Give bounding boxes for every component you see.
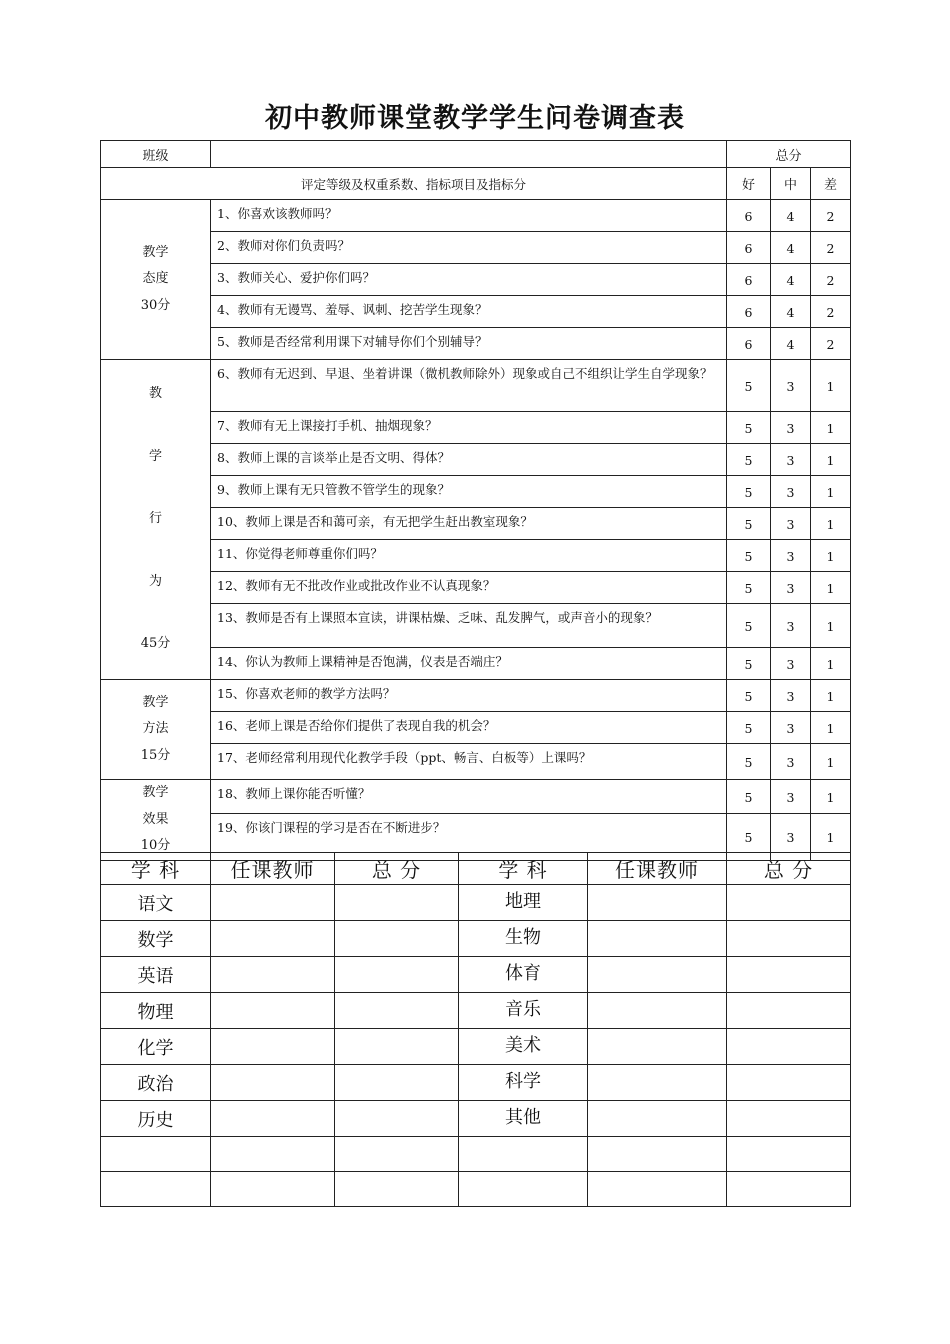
score-input-cell[interactable] [727, 1029, 851, 1065]
category-line: 方法 [142, 721, 169, 737]
question-text: 8、教师上课的言谈举止是否文明、得体？ [211, 444, 727, 476]
subject-row [101, 957, 851, 993]
total-header-left: 总 分 [335, 853, 459, 885]
teacher-header-left: 任课教师 [211, 853, 335, 885]
question-text: 10、教师上课是否和蔼可亲，有无把学生赶出教室现象？ [211, 508, 727, 540]
question-text: 18、教师上课你能否听懂？ [211, 780, 727, 814]
score-input-cell[interactable] [727, 957, 851, 993]
score-poor[interactable]: 1 [811, 712, 851, 744]
score-good[interactable]: 5 [727, 508, 771, 540]
teacher-input-cell[interactable] [211, 1029, 335, 1065]
category-line: 效果 [142, 811, 169, 827]
score-input-cell[interactable] [335, 921, 459, 957]
score-mid[interactable]: 3 [771, 604, 811, 648]
subject-row [101, 1065, 851, 1101]
score-mid[interactable]: 4 [771, 264, 811, 296]
teacher-input-cell[interactable] [211, 993, 335, 1029]
class-input-cell[interactable] [211, 141, 727, 168]
question-row [101, 712, 851, 744]
subject-name-right: 生物 [459, 921, 588, 957]
question-row [101, 744, 851, 780]
total-score-label: 总分 [727, 141, 851, 168]
teacher-input-cell[interactable] [588, 1101, 727, 1137]
category-line: 教 [148, 385, 162, 401]
subject-row [101, 1101, 851, 1137]
subject-input-cell[interactable] [101, 1137, 211, 1172]
subject-header-right: 学 科 [459, 853, 588, 885]
question-text: 15、你喜欢老师的教学方法吗？ [211, 680, 727, 712]
subject-name-left: 历史 [101, 1101, 211, 1137]
subject-name-right: 其他 [459, 1101, 588, 1137]
question-text: 1、你喜欢该教师吗？ [211, 200, 727, 232]
score-input-cell[interactable] [335, 1137, 459, 1172]
question-row [101, 648, 851, 680]
score-mid[interactable]: 4 [771, 296, 811, 328]
score-good[interactable]: 6 [727, 200, 771, 232]
question-text: 12、教师有无不批改作业或批改作业不认真现象？ [211, 572, 727, 604]
score-poor[interactable]: 1 [811, 508, 851, 540]
score-mid[interactable]: 3 [771, 744, 811, 780]
subject-input-cell[interactable] [459, 1137, 588, 1172]
subject-row [101, 921, 851, 957]
subject-name-right: 科学 [459, 1065, 588, 1101]
question-row [101, 328, 851, 360]
score-input-cell[interactable] [335, 1172, 459, 1207]
category-line: 30分 [140, 297, 171, 313]
category-line: 10分 [140, 838, 171, 854]
question-row [101, 200, 851, 232]
score-good[interactable]: 5 [727, 476, 771, 508]
subject-name-left: 英语 [101, 957, 211, 993]
subject-row [101, 993, 851, 1029]
score-mid[interactable]: 4 [771, 200, 811, 232]
category-line: 学 [148, 448, 162, 464]
teacher-input-cell[interactable] [588, 885, 727, 921]
score-poor[interactable]: 1 [811, 444, 851, 476]
subject-table [100, 852, 851, 1207]
category-cell [101, 200, 211, 360]
subject-name-right: 音乐 [459, 993, 588, 1029]
grade-poor-label: 差 [811, 168, 851, 200]
subject-row [101, 1172, 851, 1207]
score-mid[interactable]: 3 [771, 412, 811, 444]
score-good[interactable]: 5 [727, 444, 771, 476]
score-good[interactable]: 5 [727, 412, 771, 444]
score-poor[interactable]: 1 [811, 814, 851, 861]
score-poor[interactable]: 1 [811, 604, 851, 648]
score-mid[interactable]: 4 [771, 232, 811, 264]
score-mid[interactable]: 3 [771, 780, 811, 814]
score-input-cell[interactable] [335, 1029, 459, 1065]
subject-name-right: 体育 [459, 957, 588, 993]
criteria-label: 评定等级及权重系数、指标项目及指标分 [101, 168, 727, 200]
teacher-input-cell[interactable] [211, 921, 335, 957]
question-text: 2、教师对你们负责吗？ [211, 232, 727, 264]
category-line: 15分 [140, 747, 171, 763]
category-line: 行 [148, 511, 162, 527]
score-poor[interactable]: 2 [811, 232, 851, 264]
score-poor[interactable]: 1 [811, 680, 851, 712]
score-good[interactable]: 5 [727, 744, 771, 780]
score-poor[interactable]: 1 [811, 360, 851, 412]
question-row [101, 540, 851, 572]
score-good[interactable]: 5 [727, 572, 771, 604]
score-input-cell[interactable] [727, 1172, 851, 1207]
subject-header-left: 学 科 [101, 853, 211, 885]
question-text: 5、教师是否经常利用课下对辅导你们个别辅导？ [211, 328, 727, 360]
score-good[interactable]: 5 [727, 360, 771, 412]
subject-row [101, 1029, 851, 1065]
score-good[interactable]: 6 [727, 232, 771, 264]
score-mid[interactable]: 3 [771, 508, 811, 540]
score-poor[interactable]: 1 [811, 540, 851, 572]
subject-input-cell[interactable] [101, 1172, 211, 1207]
score-good[interactable]: 5 [727, 712, 771, 744]
question-text: 9、教师上课有无只管教不管学生的现象？ [211, 476, 727, 508]
grade-mid-label: 中 [771, 168, 811, 200]
score-poor[interactable]: 1 [811, 572, 851, 604]
score-poor[interactable]: 1 [811, 780, 851, 814]
question-text: 14、你认为教师上课精神是否饱满，仪表是否端庄？ [211, 648, 727, 680]
category-line: 态度 [142, 271, 169, 287]
category-line: 教学 [142, 694, 169, 710]
grade-good-label: 好 [727, 168, 771, 200]
teacher-input-cell[interactable] [211, 885, 335, 921]
score-good[interactable]: 6 [727, 296, 771, 328]
page-title: 初中教师课堂教学学生问卷调查表 [265, 103, 685, 134]
score-poor[interactable]: 1 [811, 412, 851, 444]
teacher-input-cell[interactable] [588, 1065, 727, 1101]
question-row [101, 232, 851, 264]
teacher-input-cell[interactable] [211, 1065, 335, 1101]
teacher-input-cell[interactable] [211, 1172, 335, 1207]
score-input-cell[interactable] [335, 1065, 459, 1101]
score-input-cell[interactable] [727, 921, 851, 957]
score-mid[interactable]: 3 [771, 680, 811, 712]
score-poor[interactable]: 2 [811, 200, 851, 232]
score-input-cell[interactable] [335, 993, 459, 1029]
teacher-input-cell[interactable] [588, 1029, 727, 1065]
subject-name-right: 美术 [459, 1029, 588, 1065]
survey-table [100, 140, 851, 861]
question-row [101, 604, 851, 648]
subject-row [101, 885, 851, 921]
question-row [101, 476, 851, 508]
score-input-cell[interactable] [335, 885, 459, 921]
subject-name-left: 化学 [101, 1029, 211, 1065]
score-input-cell[interactable] [727, 885, 851, 921]
question-row [101, 296, 851, 328]
teacher-header-right: 任课教师 [588, 853, 727, 885]
question-row [101, 680, 851, 712]
total-header-right: 总 分 [727, 853, 851, 885]
teacher-input-cell[interactable] [211, 1137, 335, 1172]
question-text: 6、教师有无迟到、早退、坐着讲课（微机教师除外）现象或自己不组织让学生自学现象？ [211, 360, 727, 412]
subject-input-cell[interactable] [459, 1172, 588, 1207]
question-row [101, 360, 851, 412]
score-poor[interactable]: 2 [811, 296, 851, 328]
criteria-row [101, 168, 851, 200]
teacher-input-cell[interactable] [588, 993, 727, 1029]
question-row [101, 412, 851, 444]
score-good[interactable]: 5 [727, 680, 771, 712]
score-mid[interactable]: 3 [771, 444, 811, 476]
question-text: 4、教师有无谩骂、羞辱、讽刺、挖苦学生现象？ [211, 296, 727, 328]
question-text: 3、教师关心、爱护你们吗？ [211, 264, 727, 296]
category-cell [101, 680, 211, 780]
score-input-cell[interactable] [727, 993, 851, 1029]
subject-row [101, 1137, 851, 1172]
score-mid[interactable]: 3 [771, 572, 811, 604]
class-label: 班级 [101, 141, 211, 168]
score-poor[interactable]: 1 [811, 476, 851, 508]
score-input-cell[interactable] [727, 1101, 851, 1137]
score-input-cell[interactable] [335, 957, 459, 993]
teacher-input-cell[interactable] [588, 957, 727, 993]
question-text: 16、老师上课是否给你们提供了表现自我的机会？ [211, 712, 727, 744]
score-good[interactable]: 5 [727, 540, 771, 572]
question-text: 13、教师是否有上课照本宣读，讲课枯燥、乏味、乱发脾气，或声音小的现象？ [211, 604, 727, 648]
score-mid[interactable]: 3 [771, 476, 811, 508]
score-poor[interactable]: 2 [811, 264, 851, 296]
subject-name-left: 物理 [101, 993, 211, 1029]
question-text: 19、你该门课程的学习是否在不断进步？ [211, 814, 727, 861]
score-good[interactable]: 5 [727, 604, 771, 648]
score-good[interactable]: 5 [727, 780, 771, 814]
teacher-input-cell[interactable] [211, 957, 335, 993]
score-mid[interactable]: 3 [771, 540, 811, 572]
score-good[interactable]: 5 [727, 648, 771, 680]
score-mid[interactable]: 3 [771, 712, 811, 744]
score-poor[interactable]: 1 [811, 648, 851, 680]
category-line: 为 [148, 573, 162, 589]
question-text: 17、老师经常利用现代化教学手段（ppt、畅言、白板等）上课吗？ [211, 744, 727, 780]
score-input-cell[interactable] [727, 1065, 851, 1101]
subject-name-left: 语文 [101, 885, 211, 921]
category-line: 教学 [142, 785, 169, 800]
score-input-cell[interactable] [727, 1137, 851, 1172]
question-row [101, 572, 851, 604]
score-good[interactable]: 5 [727, 814, 771, 861]
score-poor[interactable]: 2 [811, 328, 851, 360]
subject-name-left: 数学 [101, 921, 211, 957]
teacher-input-cell[interactable] [211, 1101, 335, 1137]
teacher-input-cell[interactable] [588, 921, 727, 957]
question-row [101, 264, 851, 296]
score-mid[interactable]: 3 [771, 360, 811, 412]
category-cell [101, 780, 211, 861]
category-cell [101, 360, 211, 680]
score-good[interactable]: 6 [727, 328, 771, 360]
score-mid[interactable]: 3 [771, 648, 811, 680]
question-text: 11、你觉得老师尊重你们吗？ [211, 540, 727, 572]
score-poor[interactable]: 1 [811, 744, 851, 780]
score-good[interactable]: 6 [727, 264, 771, 296]
header-row [101, 141, 851, 168]
question-text: 7、教师有无上课接打手机、抽烟现象？ [211, 412, 727, 444]
category-line: 45分 [140, 636, 171, 652]
subject-header-row [101, 853, 851, 885]
score-mid[interactable]: 4 [771, 328, 811, 360]
teacher-input-cell[interactable] [588, 1137, 727, 1172]
question-row [101, 444, 851, 476]
score-input-cell[interactable] [335, 1101, 459, 1137]
category-line: 教学 [142, 244, 169, 260]
subject-name-left: 政治 [101, 1065, 211, 1101]
score-mid[interactable]: 3 [771, 814, 811, 861]
teacher-input-cell[interactable] [588, 1172, 727, 1207]
subject-name-right: 地理 [459, 885, 588, 921]
question-row [101, 508, 851, 540]
question-row [101, 780, 851, 814]
